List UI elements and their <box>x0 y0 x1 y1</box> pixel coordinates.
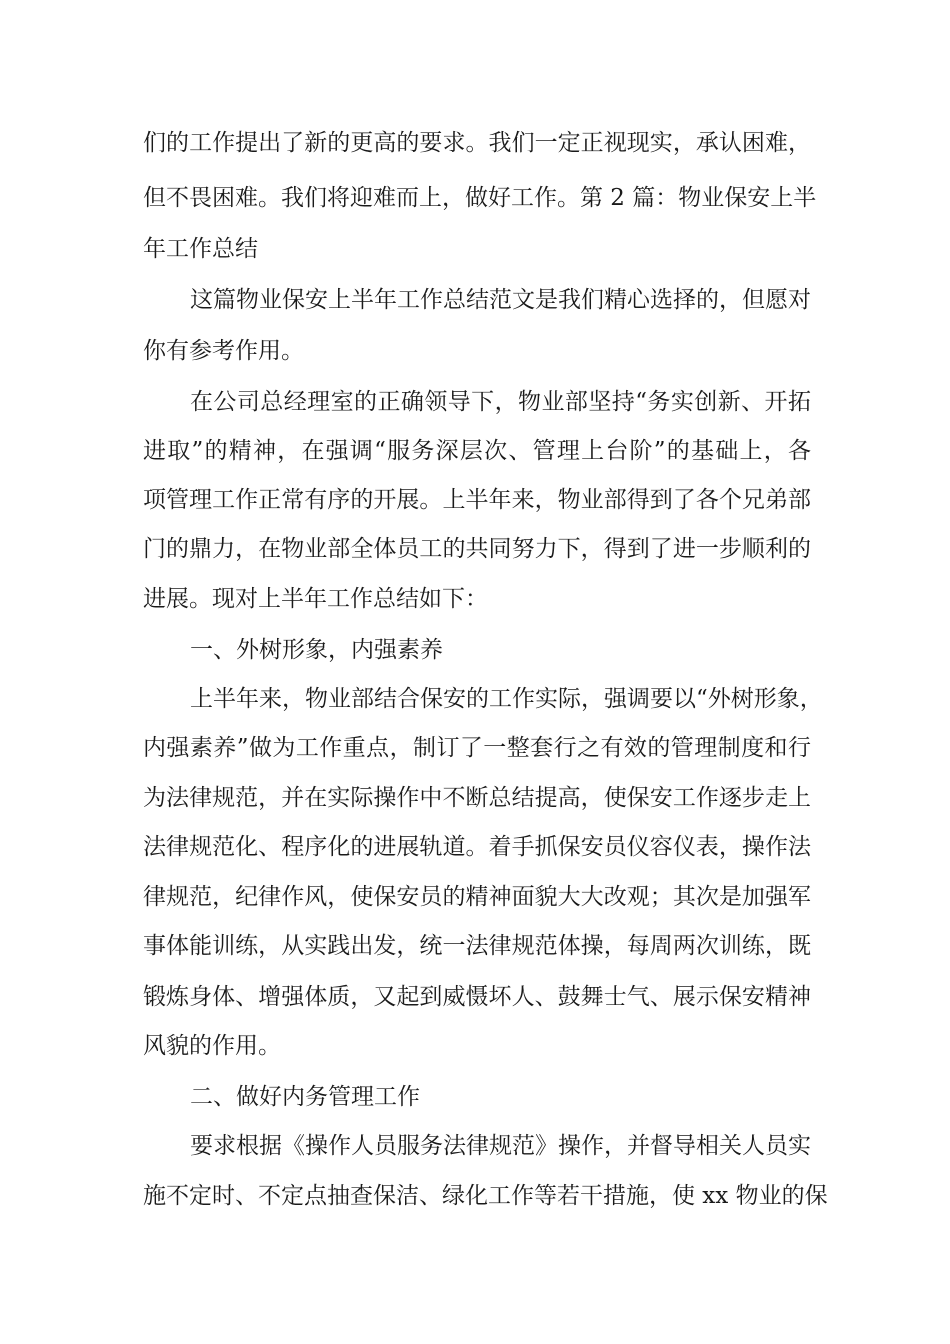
paragraph-first-line: 要求根据《操作人员服务法律规范》操作，并督导相关人员实 <box>190 1133 811 1159</box>
paragraph-first-line: 这篇物业保安上半年工作总结范文是我们精心选择的，但愿对 <box>190 287 811 313</box>
body-line: 进展。现对上半年工作总结如下： <box>143 586 488 612</box>
section-title-line: 年工作总结 <box>143 236 258 262</box>
body-line: 施不定时、不定点抽查保洁、绿化工作等若干措施，使 xx 物业的保 <box>143 1183 828 1209</box>
section-heading: 一、外树形象，内强素养 <box>190 637 443 663</box>
body-line: 事体能训练，从实践出发，统一法律规范体操，每周两次训练，既 <box>143 933 811 959</box>
paragraph-first-line: 上半年来，物业部结合保安的工作实际，强调要以“外树形象， <box>190 686 823 712</box>
body-line: 进取”的精神，在强调“服务深层次、管理上台阶”的基础上，各 <box>143 438 811 464</box>
section-heading: 二、做好内务管理工作 <box>190 1084 420 1110</box>
body-line: 律规范，纪律作风，使保安员的精神面貌大大改观；其次是加强军 <box>143 884 811 910</box>
body-line: 为法律规范，并在实际操作中不断总结提高，使保安工作逐步走上 <box>143 785 811 811</box>
body-line: 项管理工作正常有序的开展。上半年来，物业部得到了各个兄弟部 <box>143 487 811 513</box>
body-line: 但不畏困难。我们将迎难而上，做好工作。第 2 篇：物业保安上半 <box>143 185 817 211</box>
body-line: 们的工作提出了新的更高的要求。我们一定正视现实，承认困难， <box>143 130 811 156</box>
body-line: 风貌的作用。 <box>143 1033 281 1059</box>
body-line: 内强素养”做为工作重点，制订了一整套行之有效的管理制度和行 <box>143 735 811 761</box>
body-line: 你有参考作用。 <box>143 338 304 364</box>
paragraph-first-line: 在公司总经理室的正确领导下，物业部坚持“务实创新、开拓 <box>190 389 811 415</box>
body-line: 法律规范化、程序化的进展轨道。着手抓保安员仪容仪表，操作法 <box>143 834 811 860</box>
body-line: 门的鼎力，在物业部全体员工的共同努力下，得到了进一步顺利的 <box>143 536 811 562</box>
body-line: 锻炼身体、增强体质，又起到威慑坏人、鼓舞士气、展示保安精神 <box>143 984 811 1010</box>
